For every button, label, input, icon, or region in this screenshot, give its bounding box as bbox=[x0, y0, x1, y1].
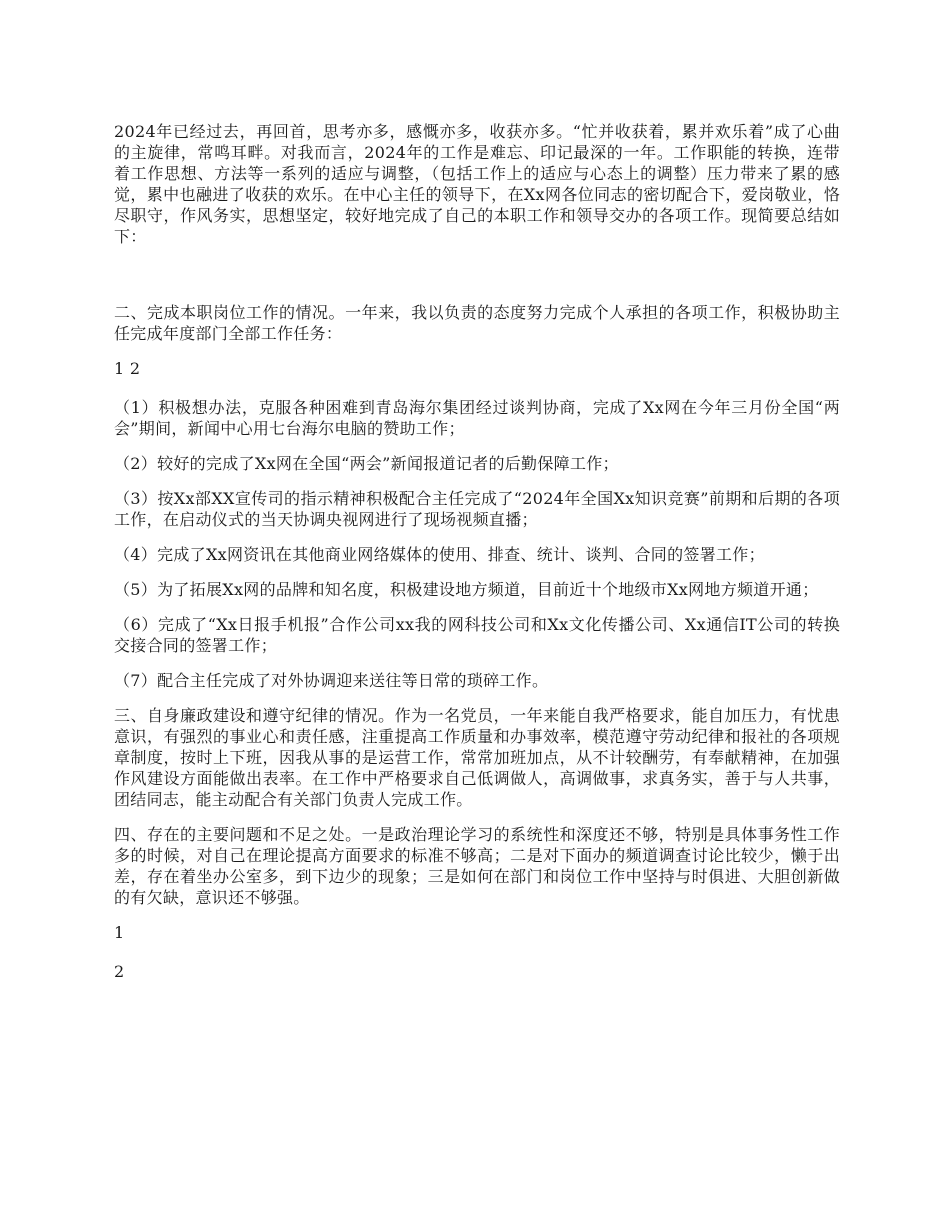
list-item: （6）完成了“Xx日报手机报”合作公司xx我的网科技公司和Xx文化传播公司、Xx通信IT公司的转换交接合同的签署工作； bbox=[114, 615, 840, 655]
document-body bbox=[114, 121, 840, 1000]
section-3-paragraph: 三、自身廉政建设和遵守纪律的情况。作为一名党员，一年来能自我严格要求，能自加压力，有忧患意识，有强烈的事业心和责任感，注重提高工作质量和办事效率，模范遵守劳动纪律和报社的各项规章制度，按时上下班，因我从事的是运营工作，常常加班加点，从不计较酬劳，有奉献精神，在加强作风建设方面能做出表率。在工作中严格要求自己低调做人，高调做事，求真务实，善于与人共事，团结同志，能主动配合有关部门负责人完成工作。 bbox=[114, 706, 840, 809]
number-line: 1 2 bbox=[114, 359, 141, 378]
list-item: （2）较好的完成了Xx网在全国“两会”新闻报道记者的后勤保障工作； bbox=[114, 454, 619, 473]
section-2-paragraph: 二、完成本职岗位工作的情况。一年来，我以负责的态度努力完成个人承担的各项工作，积极协助主任完成年度部门全部工作任务： bbox=[114, 303, 840, 343]
intro-paragraph: 2024年已经过去，再回首，思考亦多，感慨亦多，收获亦多。“忙并收获着，累并欢乐着”成了心曲的主旋律，常鸣耳畔。对我而言，2024年的工作是难忘、印记最深的一年。工作职能的转换，连带着工作思想、方法等一系列的适应与调整，（包括工作上的适应与心态上的调整）压力带来了累的感觉，累中也融进了收获的欢乐。在中心主任的领导下，在Xx网各位同志的密切配合下，爱岗敬业，恪尽职守，作风务实，思想坚定，较好地完成了自己的本职工作和领导交办的各项工作。现简要总结如下： bbox=[114, 122, 840, 246]
list-item: （1）积极想办法，克服各种困难到青岛海尔集团经过谈判协商，完成了Xx网在今年三月份全国“两会”期间，新闻中心用七台海尔电脑的赞助工作； bbox=[114, 398, 840, 438]
section-4-paragraph: 四、存在的主要问题和不足之处。一是政治理论学习的系统性和深度还不够，特别是具体事务性工作多的时候，对自己在理论提高方面要求的标准不够高；二是对下面办的频道调查讨论比较少，懒于出差，存在着坐办公室多，到下边少的现象；三是如何在部门和岗位工作中坚持与时俱进、大胆创新做的有欠缺，意识还不够强。 bbox=[114, 825, 840, 907]
number-line: 2 bbox=[114, 962, 125, 981]
number-line: 1 bbox=[114, 923, 125, 942]
list-item: （4）完成了Xx网资讯在其他商业网络媒体的使用、排查、统计、谈判、合同的签署工作； bbox=[114, 545, 765, 564]
list-item: （3）按Xx部XX宣传司的指示精神积极配合主任完成了“2024年全国Xx知识竞赛”前期和后期的各项工作，在启动仪式的当天协调央视网进行了现场视频直播； bbox=[114, 489, 840, 529]
list-item: （7）配合主任完成了对外协调迎来送往等日常的琐碎工作。 bbox=[114, 671, 549, 690]
list-item: （5）为了拓展Xx网的品牌和知名度，积极建设地方频道，目前近十个地级市Xx网地方频道开通； bbox=[114, 580, 819, 599]
